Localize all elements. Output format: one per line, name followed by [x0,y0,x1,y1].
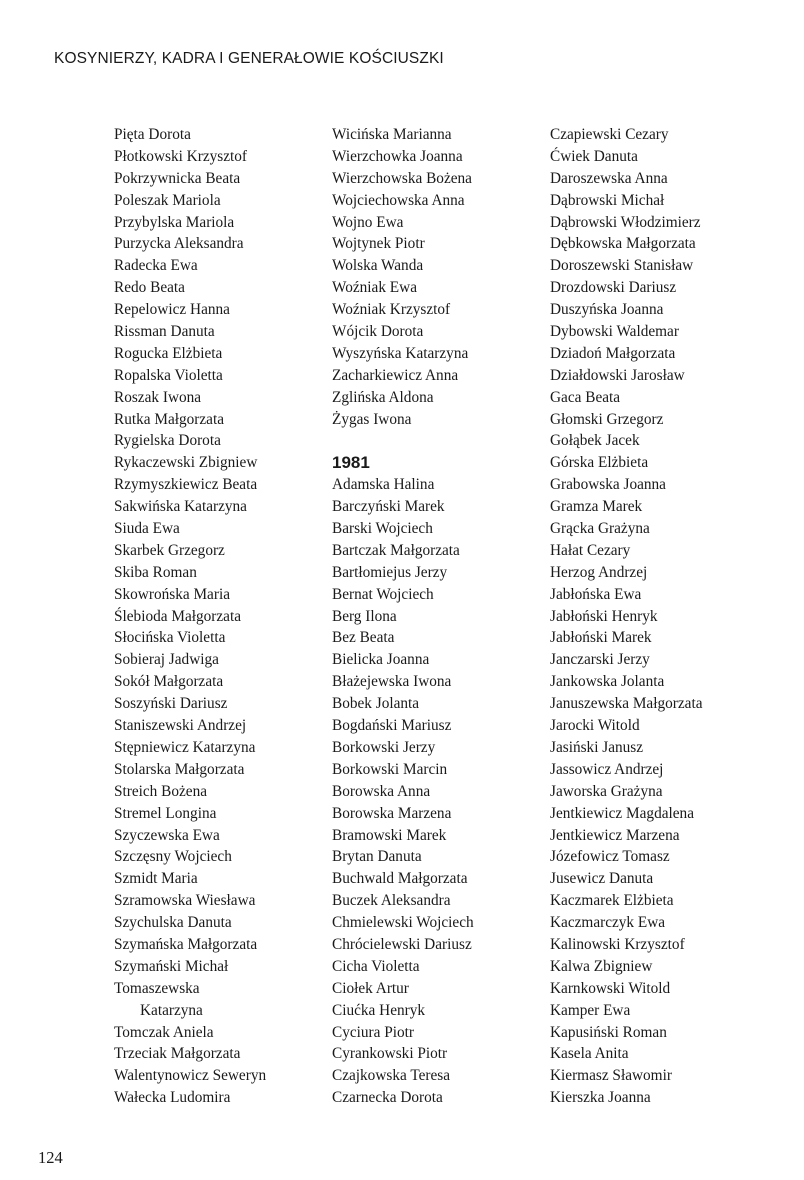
list-item: Streich Bożena [114,782,208,800]
list-item: Stępniewicz Katarzyna [114,738,256,756]
list-item: Jentkiewicz Magdalena [550,804,694,822]
list-item: Pięta Dorota [114,126,191,143]
list-item: Dziadoń Małgorzata [550,344,676,362]
list-item: Zglińska Aldona [332,388,434,406]
list-item: Berg Ilona [332,607,397,625]
list-item: Poleszak Mariola [114,191,221,209]
list-item: Jabłoński Henryk [550,607,658,625]
list-item: Rissman Danuta [114,323,215,341]
list-item: Dąbrowski Michał [550,191,665,209]
list-item: Jankowska Jolanta [550,673,665,691]
list-item: Szczęsny Wojciech [114,848,232,866]
list-item: Chrócielewski Dariusz [332,935,472,953]
list-item: Dębkowska Małgorzata [550,235,696,253]
list-item: Przybylska Mariola [114,213,235,231]
list-item: Ciućka Henryk [332,1001,426,1019]
list-item: Kierszka Joanna [550,1089,651,1107]
list-item: Borkowski Jerzy [332,738,436,756]
list-item: Rogucka Elżbieta [114,344,223,362]
list-item: Czarnecka Dorota [332,1089,443,1107]
list-item: Głomski Grzegorz [550,410,664,428]
list-item: Jarocki Witold [550,717,640,735]
list-item: Tomaszewska [114,979,200,997]
list-item: Brytan Danuta [332,848,422,866]
list-item: Jassowicz Andrzej [550,760,664,778]
list-item: Jabłoński Marek [550,629,652,647]
list-item: Skarbek Grzegorz [114,541,225,559]
list-item: Bez Beata [332,629,395,647]
list-item: Górska Elżbieta [550,454,649,472]
list-item: Borowska Anna [332,782,431,800]
list-item: Stremel Longina [114,804,217,822]
list-item: Kalinowski Krzysztof [550,935,685,953]
list-item: Jaworska Grażyna [550,782,663,800]
name-column-3 [550,124,750,1109]
list-item: Cyrankowski Piotr [332,1045,448,1063]
list-item: Wierzchowska Bożena [332,169,472,187]
list-item: Czapiewski Cezary [550,126,669,143]
list-item: Szymański Michał [114,957,229,975]
list-item: Działdowski Jarosław [550,366,685,384]
list-item: Chmielewski Wojciech [332,914,474,932]
list-item: Kamper Ewa [550,1001,631,1019]
list-item: Bramowski Marek [332,826,447,844]
list-item: Kasela Anita [550,1045,629,1063]
list-item: Bogdański Mariusz [332,717,452,735]
list-item: Janczarski Jerzy [550,651,650,669]
list-item: Ćwiek Danuta [550,147,638,165]
list-item: Bartłomiejus Jerzy [332,563,448,581]
list-item: Płotkowski Krzysztof [114,147,247,165]
list-item: Stolarska Małgorzata [114,760,245,778]
list-item: Skiba Roman [114,563,197,581]
list-item: Woźniak Ewa [332,279,417,297]
list-item: Hałat Cezary [550,541,631,559]
list-item: Roszak Iwona [114,388,202,406]
list-item: Gołąbek Jacek [550,432,640,450]
list-item: Wałecka Ludomira [114,1089,231,1107]
list-item: Januszewska Małgorzata [550,695,703,713]
list-item: Kaczmarczyk Ewa [550,914,666,932]
list-item: Trzeciak Małgorzata [114,1045,241,1063]
list-item: Kiermasz Sławomir [550,1067,672,1085]
list-item: Skowrońska Maria [114,585,230,603]
list-item: Słocińska Violetta [114,629,226,647]
list-item: Szmidt Maria [114,870,198,888]
list-item: Repelowicz Hanna [114,301,230,319]
list-item: Barski Wojciech [332,520,433,538]
list-item: Bernat Wojciech [332,585,434,603]
list-item: Radecka Ewa [114,257,198,275]
list-item: Karnkowski Witold [550,979,671,997]
name-column-1 [114,124,319,1109]
list-item: Dąbrowski Włodzimierz [550,213,701,231]
list-item: Buchwald Małgorzata [332,870,468,888]
list-item: Purzycka Aleksandra [114,235,244,253]
list-item: Wicińska Marianna [332,126,452,143]
list-item: Szyczewska Ewa [114,826,220,844]
list-item: Rutka Małgorzata [114,410,225,428]
list-item: Wojno Ewa [332,213,404,231]
list-item: Tomczak Aniela [114,1023,214,1041]
list-item: Wojtynek Piotr [332,235,425,253]
list-item: Szychulska Danuta [114,914,232,932]
list-item: Bielicka Joanna [332,651,430,669]
list-item: Woźniak Krzysztof [332,301,451,319]
list-item: Walentynowicz Seweryn [114,1067,267,1085]
list-item: Wyszyńska Katarzyna [332,344,469,362]
list-item: Herzog Andrzej [550,563,648,581]
list-item: Cicha Violetta [332,957,420,975]
list-item: Sobieraj Jadwiga [114,651,219,669]
list-item: Czajkowska Teresa [332,1067,451,1085]
running-head: KOSYNIERZY, KADRA I GENERAŁOWIE KOŚCIUSZKI [54,50,444,67]
list-item: Sakwińska Katarzyna [114,498,247,516]
list-item: Bartczak Małgorzata [332,541,460,559]
list-item: Ropalska Violetta [114,366,223,384]
list-item: Grącka Grażyna [550,520,650,538]
name-column-2 [332,124,537,1109]
list-item: Ślebioda Małgorzata [114,607,242,625]
list-item: Adamska Halina [332,476,435,494]
list-item: Szymańska Małgorzata [114,935,258,953]
list-item: Bobek Jolanta [332,695,420,713]
list-item: Duszyńska Joanna [550,301,664,319]
list-item: Pokrzywnicka Beata [114,169,241,187]
list-item: Ciołek Artur [332,979,409,997]
list-item: Gaca Beata [550,388,621,406]
list-item: Grabowska Joanna [550,476,666,494]
list-item: Szramowska Wiesława [114,892,256,910]
list-item: Doroszewski Stanisław [550,257,694,275]
list-item: Borowska Marzena [332,804,452,822]
list-item: Cyciura Piotr [332,1023,414,1041]
year-heading: 1981 [332,453,370,473]
list-item: Gramza Marek [550,498,643,516]
list-item: Rzymyszkiewicz Beata [114,476,258,494]
list-item: Kalwa Zbigniew [550,957,653,975]
list-item: Siuda Ewa [114,520,180,538]
list-item: Soszyński Dariusz [114,695,228,713]
list-item: Jusewicz Danuta [550,870,654,888]
list-item: Żygas Iwona [332,410,412,428]
list-item: Zacharkiewicz Anna [332,366,459,384]
list-item: Jentkiewicz Marzena [550,826,680,844]
list-item: Wójcik Dorota [332,323,424,341]
list-item: Wojciechowska Anna [332,191,465,209]
list-item: Kaczmarek Elżbieta [550,892,674,910]
list-item: Jasiński Janusz [550,738,644,756]
list-item: Borkowski Marcin [332,760,448,778]
list-item: Daroszewska Anna [550,169,668,187]
list-item: Wierzchowka Joanna [332,147,463,165]
list-item: Barczyński Marek [332,498,445,516]
list-item: Błażejewska Iwona [332,673,452,691]
list-item: Dybowski Waldemar [550,323,679,341]
list-item: Buczek Aleksandra [332,892,451,910]
list-item: Sokół Małgorzata [114,673,224,691]
list-item: Katarzyna [140,1001,203,1019]
list-item: Drozdowski Dariusz [550,279,677,297]
list-item: Wolska Wanda [332,257,424,275]
list-item: Jabłońska Ewa [550,585,642,603]
list-item: Rygielska Dorota [114,432,221,450]
page-number: 124 [38,1148,63,1167]
list-item: Redo Beata [114,279,185,297]
list-item: Józefowicz Tomasz [550,848,670,866]
list-item: Kapusiński Roman [550,1023,667,1041]
list-item: Staniszewski Andrzej [114,717,247,735]
list-item: Rykaczewski Zbigniew [114,454,258,472]
